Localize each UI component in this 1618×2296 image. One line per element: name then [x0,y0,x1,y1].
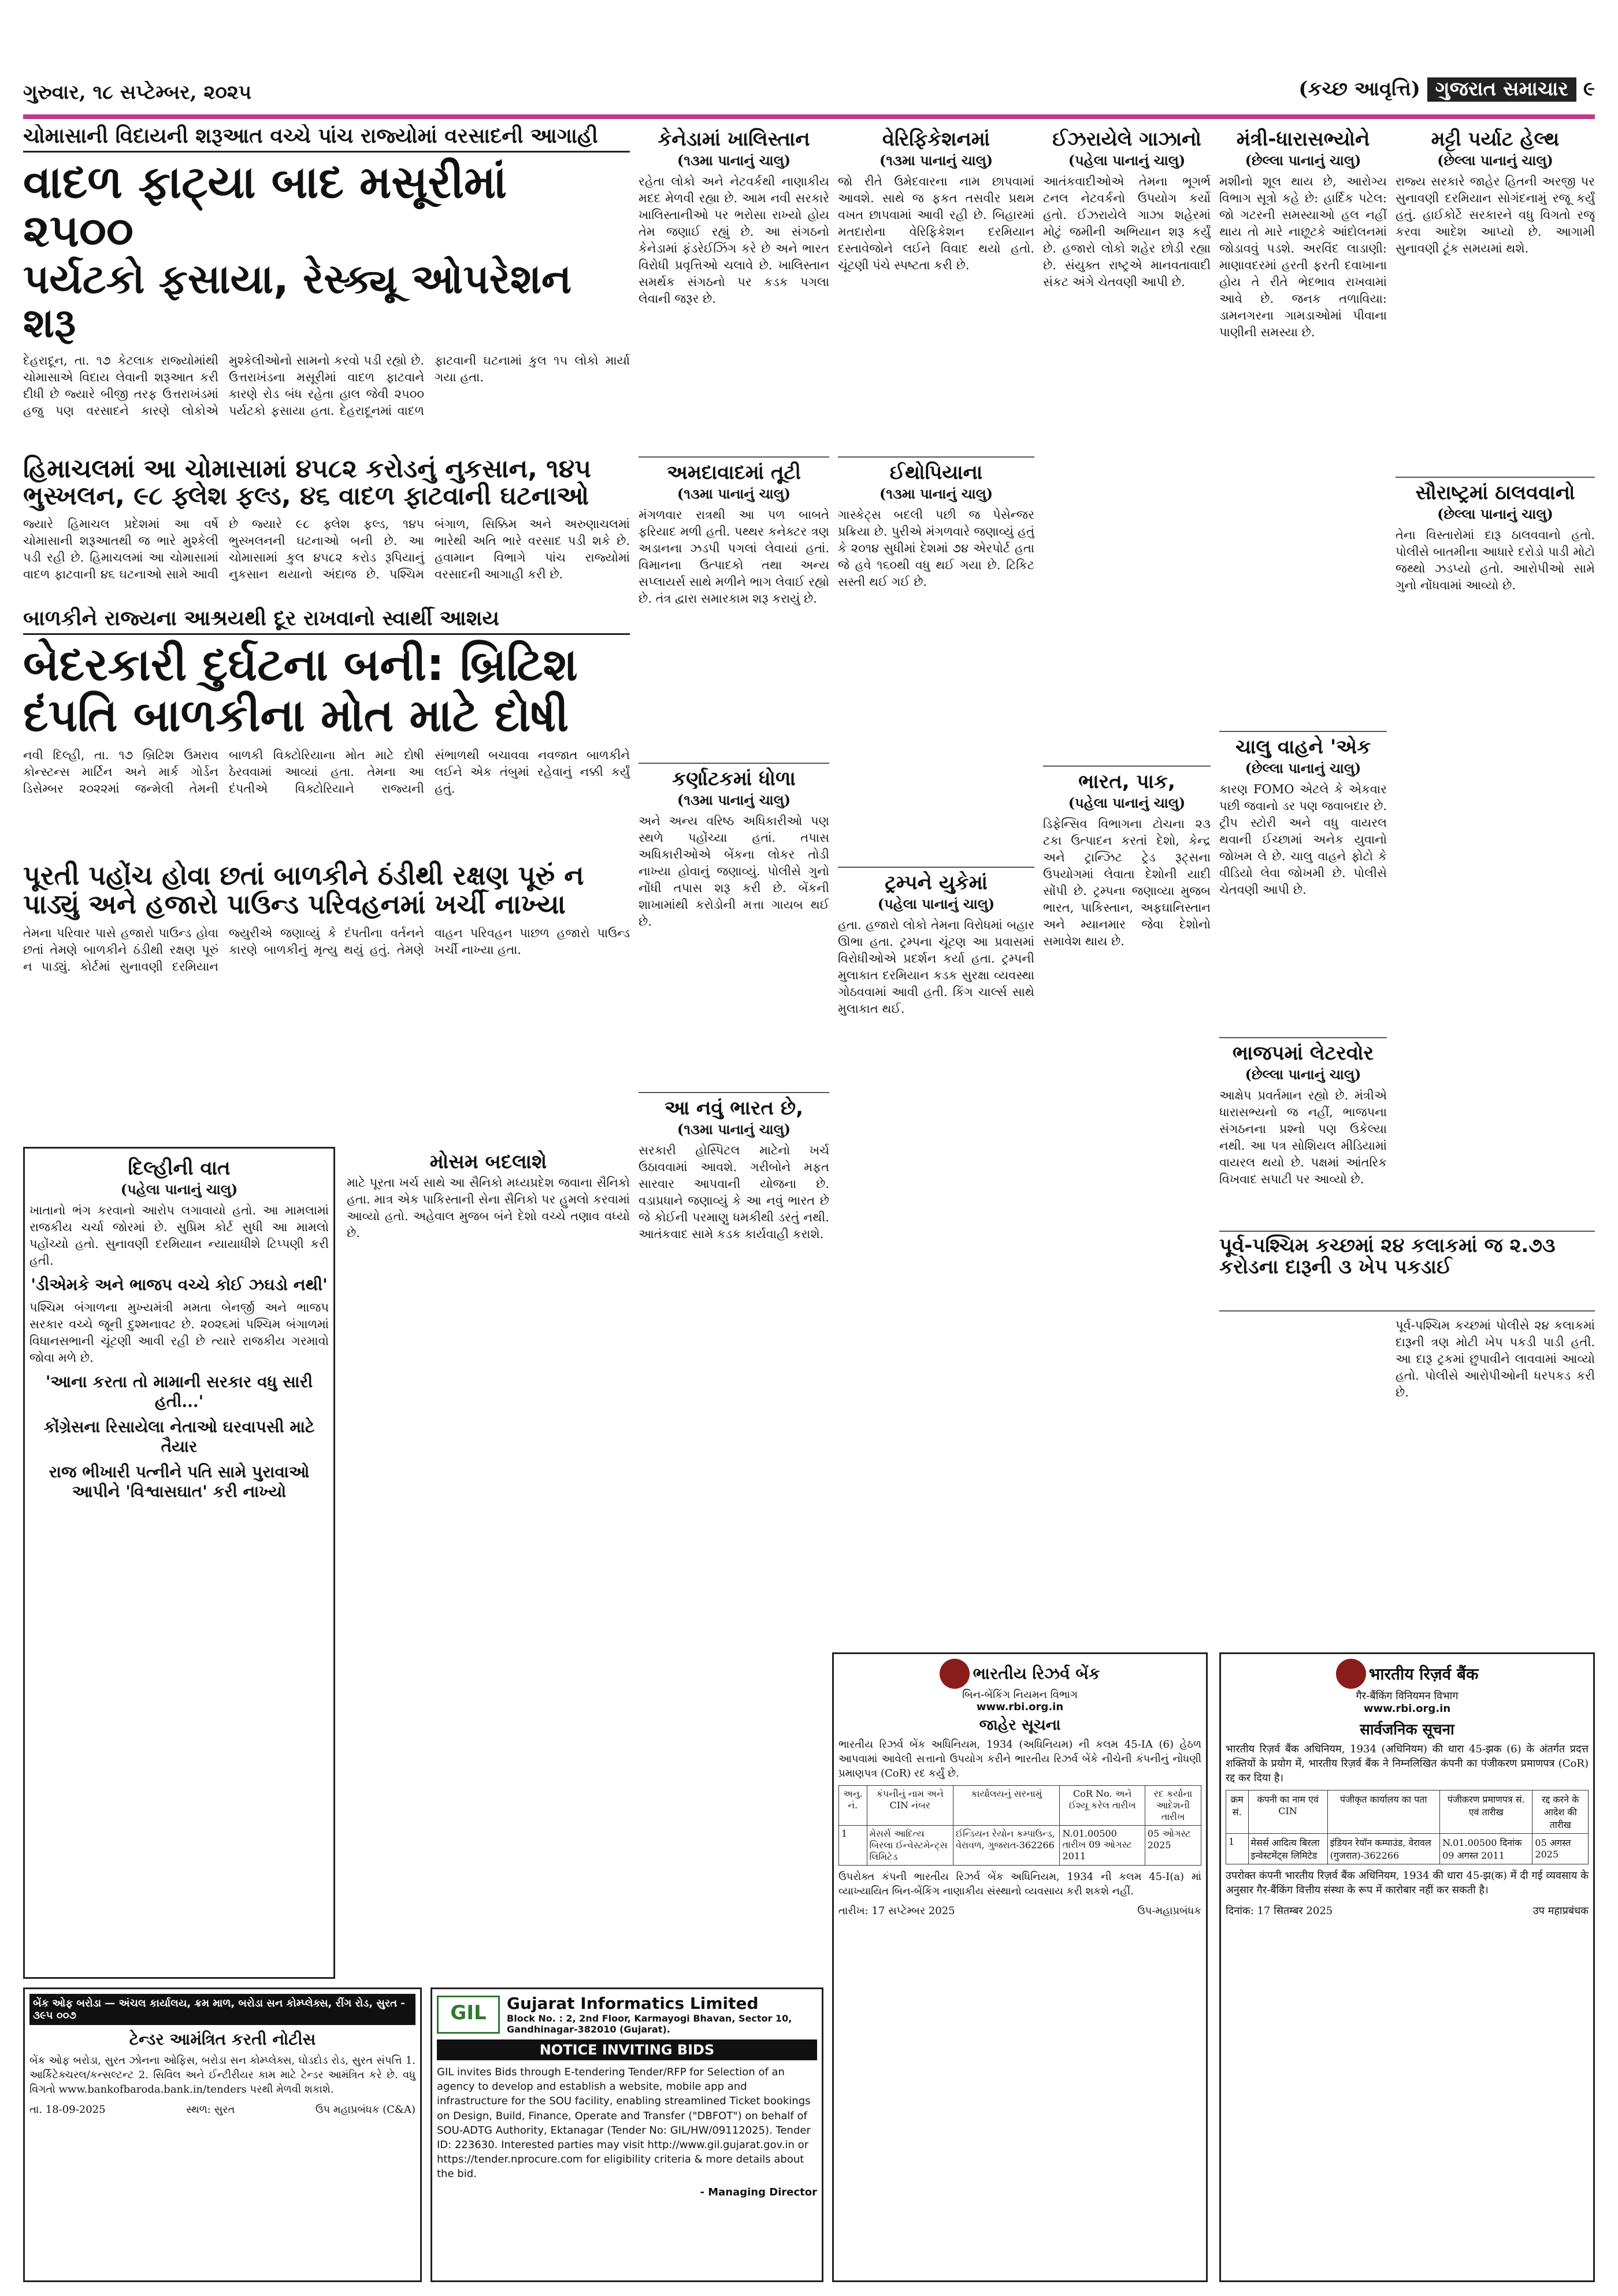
gadha-column [1043,124,1211,760]
kenada-cont: (૧૩મા પાનાનું ચાલુ) [677,152,791,169]
trump-uk-text: હતા. હજારો લોકો તેમના વિરોધમાં બહાર ઊભા હતા. ટ્રમ્પના ચૂંટણ આ પ્રવાસમાં વિરોધીઓએ પ્રદર્શન કર્યા હતા. ટ્રમ્પની મુલાકાત દરમિયાન કડક સુરક્ષા વ્યવસ્થા ગોઠવવામાં આવી હતી. કિંગ ચાર્લ્સ સાથે મુલાકાત થઈ. [838,918,1034,1016]
rbi-hi-site[interactable]: www.rbi.org.in [1363,1703,1451,1715]
gil-address: Block No. : 2, 2nd Floor, Karmayogi Bhavan, Sector 10, Gandhinagar-382010 (Gujarat). [507,2013,792,2035]
trump-uk-column [838,867,1034,1647]
chalu-column [1219,731,1387,1031]
table-cell: 1 [839,1826,867,1866]
gil-logo: GIL [437,1996,500,2034]
bharat-pak-text: ડિફેન્સિવ વિભાગના ટોચના ૨૩ ટકા ઉત્પાદન કરતાં દેશો, કેન્દ્ર અને ટ્રાન્ઝિટ ટ્રેડ રૂટ્સના ઉપયોગમાં લેવાતા દેશોની યાદી સોંપી છે. ટ્રમ્પના જણાવ્યા મુજબ ભારત, પાકિસ્તાન, અફઘાનિસ્તાન અને મ્યાનમાર જેવા દેશોનો સમાવેશ થાય છે. [1043,817,1211,948]
issue-date: ગુરુવાર, ૧૮ સપ્ટેમ્બર, ૨૦૨૫ [23,81,252,104]
amdavad-text: મંગળવાર રાત્રથી આ પળ બાબતે ફરિયાદ મળી હતી. પથ્થર કનેક્ટર ત્રણ અડાનના ઝડપી પગલાં લેવાયાં હતાં. વિમાનના ઉત્પાદકો તથા અન્ય સપ્લાયર્સ સાથે મળીને ભાગ લેવાઈ રહ્યો છે. તંત્ર દ્વારા સમારકામ શરૂ કરાયું છે. [639,508,829,605]
delhi-text: ખાતાનો ભંગ કરવાનો આરોપ લગાવાયો હતો. આ મામલામાં રાજકીય ચર્ચા જોરમાં છે. સુપ્રિમ કોર્ટ સુધી આ મામલો પહોંચ્યો હતો. સુનાવણી દરમિયાન ન્યાયાધીશે ટિપ્પણી કરી હતી. [29,1203,329,1268]
lead-kicker: ચોમાસાની વિદાયની શરૂઆત વચ્ચે પાંચ રાજ્યોમાં વરસાદની આગાહી [23,124,630,153]
bharat-pak-cont: (પહેલા પાનાનું ચાલુ) [1068,794,1186,811]
rbi-hi-notice-date: दिनांक: 17 सितम्बर 2025 [1226,1905,1333,1918]
delhi-text-2: પશ્ચિમ બંગાળના મુખ્યમંત્રી મમતા બેનર્જી અને ભાજપ સરકાર વચ્ચે જૂની દુશ્મનાવટ છે. ૨૦૨૬માં પશ્ચિમ બંગાળમાં વિધાનસભાની ચૂંટણી આવી રહી છે ત્યારે રાજકીય ગરમાવો જોવા મળે છે. [29,1300,329,1365]
table-cell: N.01.00500 दिनांक 09 अगस्त 2011 [1440,1834,1532,1864]
aa-navu-column [639,1092,829,1647]
rbi-notice-title: જાહેર સૂચના [979,1717,1061,1734]
delhi-sub-3: કોંગ્રેસના રિસાયેલા નેતાઓ ઘરવાપસી માટે તૈયાર [43,1417,315,1456]
rbi-hi-bank-name: भारतीय रिज़र्व बैंक [1368,1665,1479,1684]
kutch-highlight: પૂર્વ-પશ્ચિમ કચ્છમાં ૨૪ કલાકમાં જ ૨.૭૩ કરોડના દારૂની ૩ ખેપ પકડાઈ [1219,1231,1595,1312]
rbi-notice-date: તારીખ: 17 સપ્ટેમ્બર 2025 [838,1905,955,1918]
verification-text: જો રીતે ઉમેદવારના નામ છાપવામાં આવશે. સાથે જ ફકત તસવીર પ્રથમ વખત છાપવામાં આવી રહી છે. બિહારમાં મતદારોના વેરિફિકેશન દરમિયાન દસ્તાવેજોને લઈને વિવાદ થયો હતો. ચૂંટણી પંચે સ્પષ્ટતા કરી છે. [838,174,1034,272]
aa-navu-cont: (૧૩મા પાનાનું ચાલુ) [677,1121,791,1138]
table-row [839,1826,1201,1866]
rbi-dept: બિન-બેંકિંગ નિયમન વિભાગ [962,1689,1078,1701]
saurashtra-cont: (છેલ્લા પાનાનું ચાલુ) [1437,506,1553,522]
masthead-right [1040,77,1595,110]
amdavad-title: અમદાવાદમાં તૂટી [667,461,801,484]
trump-uk-title: ટ્રમ્પને યુકેમાં [885,871,988,894]
bhajap-cont: (છેલ્લા પાનાનું ચાલુ) [1245,1066,1361,1083]
matti-cont: (છેલ્લા પાનાનું ચાલુ) [1437,152,1553,169]
gil-bid-notice [431,1987,823,2282]
bob-header-bar: બેંક ઓફ બરોડા — અંચલ કાર્યાલય, ક્રમ માળ, બરોડા સન કોમ્પ્લેક્સ, રીંગ રોડ, સુરત - ૩૯૫ ૦૦૭ [29,1994,415,2025]
matti-column [1396,124,1595,471]
second-subhead: પૂરતી પહોંચ હોવા છતાં બાળકીને ઠંડીથી રક્ષણ પૂરું ન પાડ્યું અને હજારો પાઉન્ડ પરિવહનમાં ખર્ચી નાખ્યા [23,860,584,920]
bob-notice-sign: ઉપ મહાપ્રબંધક (C&A) [315,2104,415,2116]
mantri-column [1219,124,1387,725]
rbi-hi-notice-body: भारतीय रिज़र्व बैंक अधिनियम, 1934 (अधिनियम) की धारा 45-झक (6) के अंतर्गत प्रदत्त शक्तियों के प्रयोग में, भारतीय रिज़र्व बैंक ने निम्नलिखित कंपनी का पंजीकरण प्रमाणपत्र (CoR) रद्द कर दिया है। [1226,1743,1589,1784]
table-header: कंपनी का नाम एवं CIN [1248,1790,1327,1834]
gadha-text: આતંકવાદીઓએ તેમના ભૂગર્ભ ટનલ નેટવર્કનો ઉપયોગ કર્યો હતો. ઈઝરાયેલે ગાઝા શહેરમાં મોટું જમીની અભિયાન શરૂ કર્યું છે. હજારો લોકો શહેર છોડી રહ્યા છે. સંયુક્ત રાષ્ટ્રએ માનવતાવાદી સંકટ અંગે ચેતવણી આપી છે. [1043,174,1211,289]
rbi-bank-name: ભારતીય રિઝર્વ બેંક [973,1664,1100,1683]
rbi-hi-notice-table [1226,1790,1589,1864]
lead-headline-2: પર્યટકો ફસાયા, રેસ્ક્યૂ ઓપરેશન શરૂ [23,255,572,347]
rbi-notice-body: ભારતીય રિઝર્વ બેંક અધિનિયમ, 1934 (અધિનિયમ) ની કલમ 45-IA (6) હેઠળ આપવામાં આવેલી સત્તાનો ઉપયોગ કરીને ભારતીય રિઝર્વ બેંકે નીચેની કંપનીનું નોંધણી પ્રમાણપત્ર (CoR) રદ કર્યું છે. [838,1738,1201,1779]
delhi-title: દિલ્હીની વાત [128,1157,231,1180]
matti-text: રાજ્ય સરકારે જાહેર હિતની અરજી પર સુનાવણી દરમિયાન સોગંદનામું રજૂ કર્યું હતું. હાઈકોર્ટે સરકારને વધુ વિગતો રજૂ કરવા આદેશ આપ્યો છે. આગામી સુનાવણી ટૂંક સમયમાં થશે. [1396,174,1595,255]
bob-notice-title: ટેન્ડર આમંત્રિત કરતી નોટીસ [129,2030,316,2049]
rbi-notice-hindi [1219,1652,1595,2282]
gil-name: Gujarat Informatics Limited [507,1994,759,2013]
delhi-column [23,1147,335,1979]
verification-cont: (૧૩મા પાનાનું ચાલુ) [879,152,993,169]
table-row [1226,1834,1589,1864]
table-cell: N.01.00500 તારીખ 09 ઓગસ્ટ 2011 [1060,1826,1145,1866]
lead-headline-1: વાદળ ફાટ્યા બાદ મસૂરીમાં ૨૫૦૦ [23,157,507,258]
table-cell: इंडियन रेयॉन कम्पाउंड, वेरावल (गुजरात)-362266 [1327,1834,1440,1864]
rbi-seal-icon [1336,1659,1366,1689]
table-header: કાર્યાલયનું સરનામું [953,1786,1060,1826]
second-paragraph-1: નવી દિલ્હી, તા. ૧૭ બ્રિટિશ ઉમરાવ કોન્સ્ટન્સ માર્ટિન અને માર્ક ગોર્ડન ડિસેમ્બર ૨૦૨૨માં જન્મેલી તેમની બાળકી વિક્ટોરિયાના મોત માટે દોષી ઠેરવવામાં આવ્યાં હતા. તેમના આ દંપતીએ વિક્ટોરિયાને રાજ્યની સંભાળથી બચાવવા નવજાત બાળકીને લઈને એક તંબુમાં રહેવાનું નક્કી કર્યું હતું. [23,748,630,796]
mosm-title: મોસમ બદલાશે [429,1150,547,1173]
table-header: पंजीकरण प्रमाणपत्र सं. एवं तारीख [1440,1790,1532,1834]
bharat-pak-column [1043,766,1211,1647]
chalu-title: ચાલુ વાહને 'એક [1235,735,1371,759]
gadha-title: ઈઝરાયેલે ગાઝાનો [1052,128,1201,151]
mosm-text: માટે પૂરતા ખર્ચ સાથે આ સૈનિકો મધ્યપ્રદેશ જવાના સૈનિકો હતા. માત્ર એક પાકિસ્તાની સેના સૈનિકો પર હુમલો કરવામાં આવ્યો હતો. અહેવાલ મુજબ બંને દેશો વચ્ચે તણાવ વધ્યો છે. [347,1176,630,1240]
rbi-seal-icon [940,1659,970,1689]
saurashtra-text: તેના વિસ્તારોમાં દારૂ ઠાલવવાનો હતો. પોલીસે બાતમીના આધારે દરોડો પાડી મોટો જથ્થો ઝડપ્યો હતો. આરોપીઓ સામે ગુનો નોંધવામાં આવ્યો છે. [1396,528,1595,592]
bharat-pak-title: ભારત, પાક, [1078,770,1175,793]
ithiopia-text: ગાસ્કેટ્સ બદલી પછી જ પેસેન્જર પ્રક્રિયા છે. પુરીએ મંગળવારે જણાવ્યું હતું કે ૨૦૧૪ સુધીમાં દેશમાં ૭૪ એરપોર્ટ હતા જે હવે ૧૬૦થી વધુ થઈ ગયા છે. ટિકિટ સસ્તી થઈ ગઈ છે. [838,508,1034,589]
karnatak-column [639,763,829,1086]
chalu-text: કારણ FOMO એટલે કે એકવાર પછી જવાનો ડર પણ જવાબદાર છે. ટ્રીપ સ્ટોરી અને વધુ વાયરલ થવાની ઈચ્છામાં અનેક યુવાનો જોખમ લે છે. ચાલુ વાહને ફોટો કે વીડિયો લેવા જોખમી છે. પોલીસે ચેતવણી આપી છે. [1219,782,1387,897]
gil-notice-body: GIL invites Bids through E-tendering Tender/RFP for Selection of an agency to develop and establish a website, mobile app and infrastructure for the SOU facility, enabling streamlined Ticket bookings on Design, Build, Finance, Operate and Transfer ("DBFOT") on behalf of SOU-ADTG Authority, Ektanagar (Tender No: GIL/HW/09112025). Tender ID: 223630. Interested parties may visit http://www.gil.gujarat.gov.in or https://tender.nprocure.com for eligibility criteria & more details about the bid. [437,2066,811,2180]
masthead-rule [23,114,1595,119]
delhi-sub-2: 'આના કરતા તો મામાની સરકાર વધુ સારી હતી...' [45,1372,313,1411]
second-headline-2: દંપતિ બાળકીના મોત માટે દોષી [23,690,569,742]
bob-notice-date: તા. 18-09-2025 [29,2104,106,2116]
table-cell: 05 अगस्त 2025 [1532,1834,1589,1864]
matti-title: મટ્ટી પર્યાટ હેલ્થ [1431,128,1560,151]
saurashtra-title: સૌરાષ્ટ્રમાં ઠાલવવાનો [1415,481,1575,504]
ithiopia-cont: (૧૩મા પાનાનું ચાલુ) [879,485,993,502]
kenada-column [639,124,829,448]
table-header: રદ કર્યાના આદેશની તારીખ [1145,1786,1201,1826]
rbi-hi-dept: गैर-बैंकिंग विनियमन विभाग [1356,1690,1459,1702]
kenada-text: રહેતા લોકો અને નેટવર્કથી નાણાકીય મદદ મેળવી રહ્યા છે. આમ નવી સરકારે ખાલિસ્તાનીઓ પર ભરોસા રાખ્યો હોય તેમ જણાઈ રહ્યું છે. આ સંગઠનો કેનેડામાં ફંડરેઈઝિંગ કરે છે અને ભારત વિરોધી પ્રવૃત્તિઓ ચલાવે છે. ખાલિસ્તાન સમર્થક સંગઠનો પર કડક પગલા લેવાની જરૂર છે. [639,174,829,306]
lead-paragraph-1: દેહરાદૂન, તા. ૧૭ કેટલાક રાજ્યોમાંથી ચોમાસાએ વિદાય લેવાની શરૂઆત કરી દીધી છે જ્યારે બીજી તરફ ઉત્તરાખંડમાં હજુ પણ વરસાદને કારણે લોકોએ મુશ્કેલીઓનો સામનો કરવો પડી રહ્યો છે. ઉત્તરાખંડના મસૂરીમાં વાદળ ફાટવાને કારણે રોડ બંધ રહેતા હાલ જેવી ૨૫૦૦ પર્યટકો ફસાયા હતા. દેહરાદૂનમાં વાદળ ફાટવાની ઘટનામાં કુલ ૧૫ લોકો માર્યા ગયા હતા. [23,353,630,418]
bob-bank-name: બેંક ઓફ બરોડા [33,1997,101,2009]
bob-office: અંચલ કાર્યાલય, ક્રમ માળ, બરોડા સન કોમ્પ્લેક્સ, રીંગ રોડ, સુરત - ૩૯૫ ૦૦૭ [33,1997,405,2022]
verification-column [838,124,1034,448]
bob-notice-body: બેંક ઓફ બરોડા, સુરત ઝોનના ઓફિસ, બરોડા સન કોમ્પ્લેક્સ, ઘોડદોડ રોડ, સુરત સંપત્તિ 1. આર્કિટેક્ચરલ/કન્સલ્ટન્ટ 2. સિવિલ અને ઈન્ટીરીયર કામ માટે ટેન્ડર આમંત્રિત કરે છે. વધુ વિગતો www.bankofbaroda.bank.in/tenders પરથી મેળવી શકાશે. [29,2054,415,2096]
rbi-notice-foot: ઉપરોક્ત કંપની ભારતીય રિઝર્વ બેંક અધિનિયમ, 1934 ની કલમ 45-I(a) માં વ્યાખ્યાયિત બિન-બેંકિંગ નાણાકીય સંસ્થાનો વ્યવસાય કરી શકશે નહીં. [838,1871,1201,1898]
table-cell: मेसर्स आदित्य बिरला इन्वेस्टमेंट्स लिमिटेड [1248,1834,1327,1864]
table-cell: 1 [1226,1834,1249,1864]
amdavad-cont: (૧૩મા પાનાનું ચાલુ) [677,485,791,502]
bhajap-title: ભાજપમાં લેટરવોર [1232,1042,1374,1065]
rbi-site[interactable]: www.rbi.org.in [976,1701,1064,1713]
second-kicker: બાળકીને રાજ્યના આશ્રયથી દૂર રાખવાનો સ્વાર્થી આશય [23,607,630,635]
karnatak-text: અને અન્ય વરિષ્ઠ અધિકારીઓ પણ સ્થળે પહોંચ્યા હતાં. તપાસ અધિકારીઓએ બેંકના લોકર તોડી નાખ્યા હોવાનું જણાવ્યું. પોલીસે ગુનો નોંધી તપાસ શરૂ કરી છે. બેંકની શાખામાંથી કરોડોની મત્તા ગાયબ થઈ છે. [639,814,829,928]
rbi-notice-sign: ઉપ-મહાપ્રબંધક [1137,1905,1201,1918]
table-header: CoR No. અને ઈશ્યૂ કરેલ તારીખ [1060,1786,1145,1826]
page-number: ૯ [1583,77,1595,101]
mosm-column [347,1147,630,1979]
karnatak-cont: (૧૩મા પાનાનું ચાલુ) [677,792,791,808]
second-paragraph-2: તેમના પરિવાર પાસે હજારો પાઉન્ડ હોવા છતાં તેમણે બાળકીને ઠંડીથી રક્ષણ પૂરું ન પાડ્યું. કોર્ટમાં સુનાવણી દરમિયાન જ્યુરીએ જણાવ્યું કે દંપતીના વર્તનને કારણે બાળકીનું મૃત્યુ થયું હતું. તેમણે વાહન પરિવહન પાછળ હજારો પાઉન્ડ ખર્ચી નાખ્યા હતા. [23,926,630,974]
second-story [23,607,630,1138]
second-headline-1: બેદરકારી દુર્ઘટના બની: બ્રિટિશ [23,639,578,691]
kenada-title: કેનેડામાં ખાલિસ્તાન [658,128,810,151]
rbi-notice-gujarati [832,1652,1208,2282]
mantri-text: મશીનો શૂલ થાય છે, આરોગ્ય વિભાગ સૂત્રો કહે છે: હાર્દિક પટેલ: જો ગટરની સમસ્યાઓ હલ નહીં થાય તો મારે નાછૂટકે આંદોલનમાં જોડાવવું પડશે. અરવિંદ લાડાણી: માણાવદરમાં હરતી ફરતી દવાખાના હોય તે રીતે ભેદભાવ રાખવામાં આવે છે. જનક તળાવિયા: ડામનગરના ગામડાઓમાં પીવાના પાણીની સમસ્યા છે. [1219,174,1387,339]
table-cell: ઈન્ડિયન રેયોન કમ્પાઉન્ડ, વેરાવળ, ગુજરાત-362266 [953,1826,1060,1866]
mantri-cont: (છેલ્લા પાનાનું ચાલુ) [1245,152,1361,169]
amdavad-column [639,456,829,757]
bob-tender-notice [23,1987,422,2282]
ithiopia-column [838,456,1034,861]
table-header: रद्द करने के आदेश की तारीख [1532,1790,1589,1834]
aa-navu-title: આ નવું ભારત છે, [664,1097,804,1120]
delhi-sub-4: રાજ ભીખારી પત્નીને પતિ સામે પુરાવાઓ આપીને 'વિશ્વાસઘાત' કરી નાખ્યો [49,1462,310,1501]
aa-navu-text: સરકારી હોસ્પિટલ માટેનો ખર્ચ ઉઠાવવામાં આવશે. ગરીબોને મફત સારવાર આપવાની યોજના છે. વડાપ્રધાને જણાવ્યું કે આ નવું ભારત છે જે કોઈની પરમાણુ ધમકીથી ડરતું નથી. આતંકવાદ સામે કડક કાર્યવાહી કરાશે. [639,1143,829,1241]
rbi-hi-notice-title: सार्वजनिक सूचना [1360,1721,1454,1738]
table-header: કંપનીનું નામ અને CIN નંબર [867,1786,953,1826]
kutch-highlight-text: પૂર્વ-પશ્ચિમ કચ્છમાં પોલીસે ૨૪ કલાકમાં દારૂની ત્રણ મોટી ખેપ પકડી પાડી હતી. આ દારૂ ટ્રકમાં છુપાવીને લાવવામાં આવ્યો હતો. પોલીસે આરોપીઓની ધરપકડ કરી છે. [1396,1318,1595,1399]
lead-subhead: હિમાચલમાં આ ચોમાસામાં ૪૫૮૨ કરોડનું નુકસાન, ૧૪૫ ભુસ્ખલન, ૯૮ ફ્લેશ ફલ્ડ, ૪૬ વાદળ ફાટવાની ઘટનાઓ [23,454,592,511]
rbi-notice-table [838,1785,1201,1866]
gil-notice-sign: - Managing Director [700,2186,817,2198]
bhajap-text: આક્ષેપ પ્રવર્તમાન રહ્યો છે. મંત્રીએ ધારાસભ્યનો જ નહીં, ભાજપના સંગઠનના પ્રશ્નો પણ ઉકેલ્યા નથી. આ પત્ર સોશિયલ મીડિયામાં વાયરલ થયો છે. પક્ષમાં આંતરિક વિખવાદ સપાટી પર આવ્યો છે. [1219,1088,1387,1186]
bob-notice-place: સ્થળ: સુરત [186,2104,235,2116]
lead-story [23,124,630,604]
table-header: क्रम सं. [1226,1790,1249,1834]
mantri-title: મંત્રી-ધારાસભ્યોને [1236,128,1370,151]
gadha-cont: (પહેલા પાનાનું ચાલુ) [1068,152,1186,169]
delhi-cont: (પહેલા પાનાનું ચાલુ) [120,1181,238,1198]
ithiopia-title: ઈથોપિયાના [889,461,983,484]
edition-label: (કચ્છ આવૃત્તિ) [1298,77,1420,101]
delhi-sub-1: 'ડીએમકે અને ભાજપ વચ્ચે કોઈ ઝઘડો નથી' [31,1275,328,1294]
rbi-hi-notice-foot: उपरोक्त कंपनी भारतीय रिज़र्व बैंक अधिनियम, 1934 की धारा 45-झ(क) में दी गई व्यवसाय के अनुसार गैर-बैंकिंग वित्तीय संस्था के रूप में कारोबार नहीं कर सकती है। [1226,1870,1589,1897]
newspaper-logo: ગુજરાત સમાચાર [1427,77,1576,102]
trump-uk-cont: (પહેલા પાનાનું ચાલુ) [877,896,995,912]
karnatak-title: કર્ણાટકમાં ધોળા [672,767,796,790]
table-cell: મેસર્સ આદિત્ય બિરલા ઈન્વેસ્ટમેન્ટ્સ લિમિટેડ [867,1826,953,1866]
chalu-cont: (છેલ્લા પાનાનું ચાલુ) [1245,760,1361,777]
gil-notice-title: NOTICE INVITING BIDS [437,2039,817,2060]
bhajap-column [1219,1037,1387,1647]
verification-title: વેરિફિકેશનમાં [882,128,990,151]
table-header: અનુ. નં. [839,1786,867,1826]
rbi-hi-notice-sign: उप महाप्रबंधक [1532,1905,1589,1918]
table-cell: 05 ઓગસ્ટ 2025 [1145,1826,1201,1866]
table-header: पंजीकृत कार्यालय का पता [1327,1790,1440,1834]
lead-paragraph-2: જ્યારે હિમાચલ પ્રદેશમાં આ વર્ષે ચોમાસાની શરૂઆતથી જ ભારે મુશ્કેલી પડી રહી છે. હિમાચલમાં આ ચોમાસામાં વાદળ ફાટવાની ૪૬ ઘટનાઓ સામે આવી છે જ્યારે ૯૮ ફ્લેશ ફલ્ડ, ૧૪૫ ભુસ્ખલનની ઘટનાઓ બની છે. આ ચોમાસામાં કુલ ૪૫૮૨ કરોડ રૂપિયાનું નુકસાન થયાનો અંદાજ છે. પશ્ચિમ બંગાળ, સિક્કિમ અને અરુણાચલમાં ભારેથી અતિ ભારે વરસાદ પડી શકે છે. હવામાન વિભાગે પાંચ રાજ્યોમાં વરસાદની આગાહી કરી છે. [23,517,630,581]
